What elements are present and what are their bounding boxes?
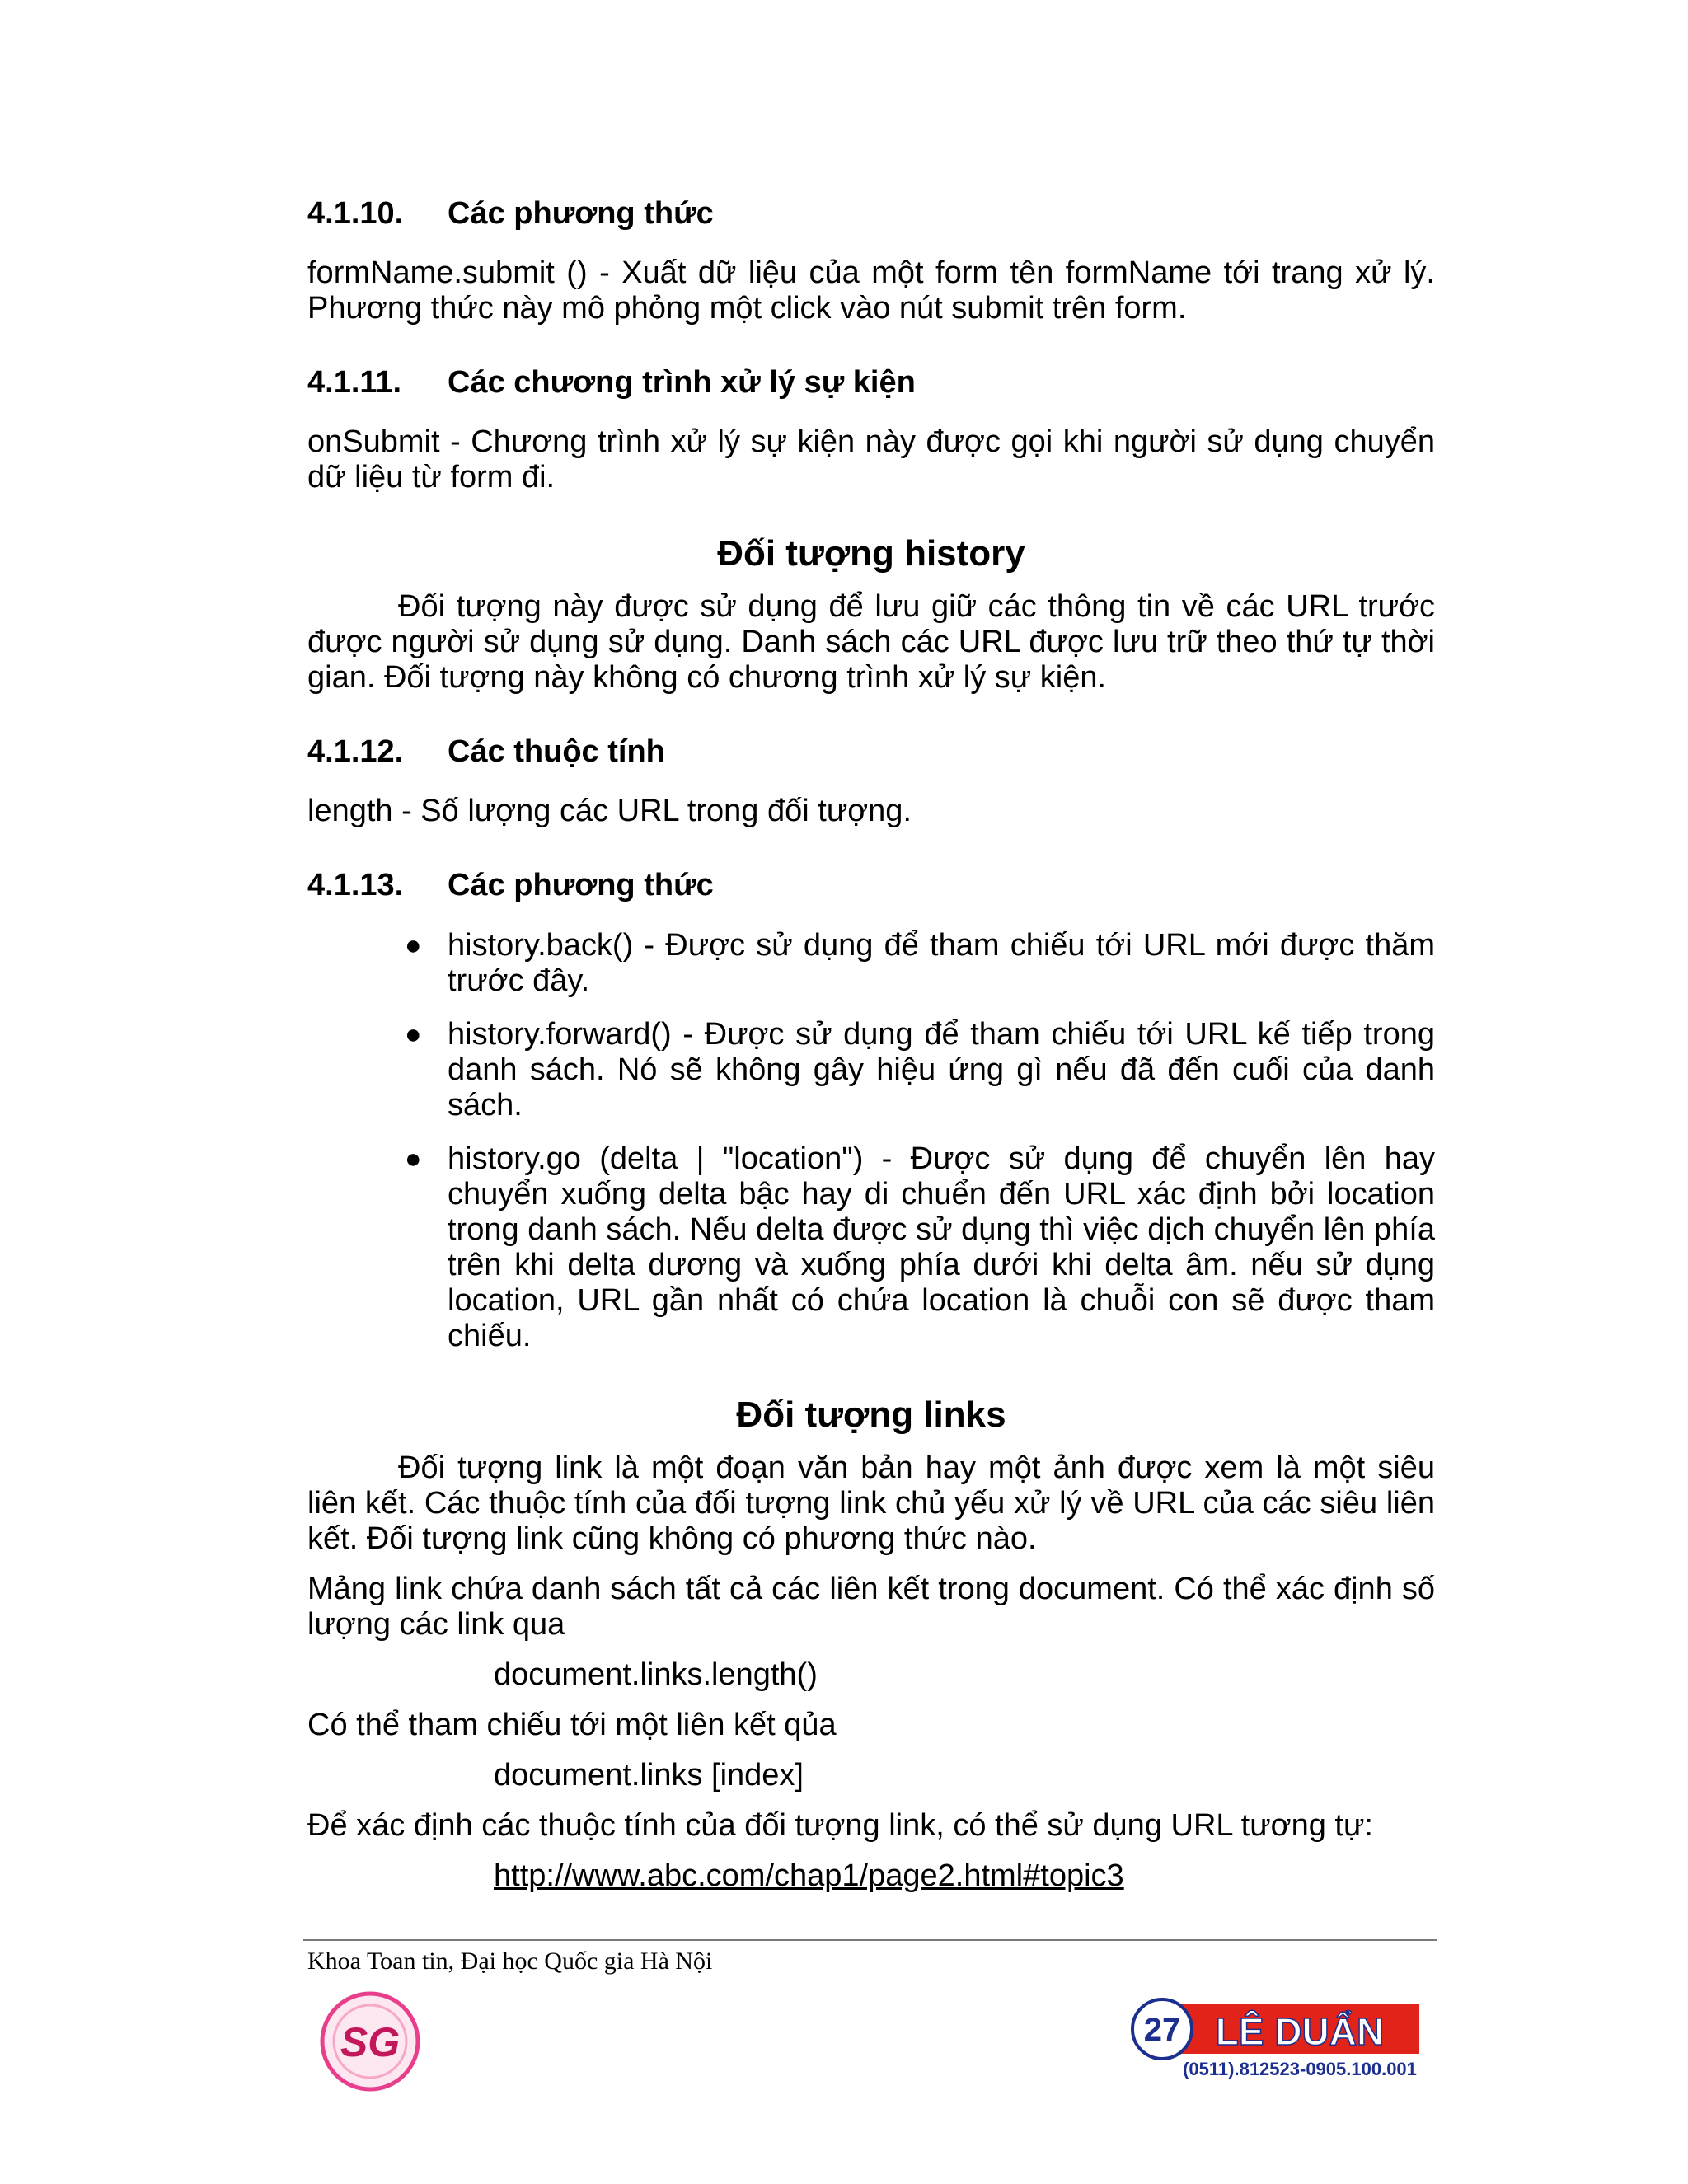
section-number: 4.1.13.	[307, 868, 404, 902]
section-number: 4.1.10.	[307, 196, 404, 231]
bullet-icon: ●	[405, 930, 422, 961]
paragraph-length: length - Số lượng các URL trong đối tượng.	[307, 794, 912, 828]
list-item	[405, 1017, 1435, 1123]
page-content	[307, 196, 1435, 1894]
paragraph-history-intro: Đối tượng này được sử dụng để lưu giữ các thông tin về các URL trước được người sử dụng sử dụng. Danh sách các URL được lưu trữ theo thứ tự thời gian. Đối tượng này không có chương trình xử lý sự kiện.	[307, 589, 1435, 695]
section-number: 4.1.11.	[307, 365, 402, 400]
list-item-text: history.go (delta | "location") - Được sử dụng để chuyển lên hay chuyển xuống delta bậc hay di chuển đến URL xác định bởi location trong danh sách. Nếu delta được sử dụng thì việc dịch chuyển lên phía trên khi delta dương và xuống phía dưới khi delta âm. nếu sử dụng location, URL gần nhất có chứa location là chuỗi con sẽ được tham chiếu.	[448, 1141, 1435, 1353]
le-duan-phone: (0511).812523-0905.100.001	[1183, 2059, 1417, 2079]
list-item-text: history.back() - Được sử dụng để tham chiếu tới URL mới được thăm trước đây.	[448, 928, 1435, 998]
sg-logo-text: SG	[340, 2019, 401, 2065]
le-duan-number: 27	[1143, 2012, 1181, 2048]
paragraph-onsubmit: onSubmit - Chương trình xử lý sự kiện này được gọi khi người sử dụng chuyển dữ liệu từ form đi.	[307, 424, 1435, 494]
code-links-length: document.links.length()	[494, 1657, 818, 1692]
sg-logo	[319, 1990, 422, 2093]
paragraph-links-array: Mảng link chứa danh sách tất cả các liên kết trong document. Có thể xác định số lượng các link qua	[307, 1572, 1435, 1642]
heading-links-object: Đối tượng links	[736, 1394, 1006, 1435]
heading-4-1-12	[307, 734, 1435, 770]
paragraph-links-ref: Có thể tham chiếu tới một liên kết qủa	[307, 1708, 837, 1742]
methods-list	[307, 928, 1435, 1354]
section-number: 4.1.12.	[307, 734, 404, 769]
section-title: Các chương trình xử lý sự kiện	[448, 365, 916, 400]
le-duan-logo	[1131, 1998, 1422, 2082]
example-url-link[interactable]: http://www.abc.com/chap1/page2.html#topic3	[494, 1858, 1124, 1893]
le-duan-name: LÊ DUẨN	[1215, 2010, 1385, 2053]
footer-divider	[303, 1939, 1437, 1941]
bullet-icon: ●	[405, 1143, 422, 1174]
list-item	[405, 1141, 1435, 1354]
example-url-line	[307, 1858, 1435, 1894]
paragraph-links-intro: Đối tượng link là một đoạn văn bản hay một ảnh được xem là một siêu liên kết. Các thuộc tính của đối tượng link chủ yếu xử lý về URL của các siêu liên kết. Đối tượng link cũng không có phương thức nào.	[307, 1451, 1435, 1556]
list-item-text: history.forward() - Được sử dụng để tham chiếu tới URL kế tiếp trong danh sách. Nó sẽ không gây hiệu ứng gì nếu đã đến cuối của danh sách.	[448, 1017, 1435, 1122]
section-title: Các phương thức	[448, 868, 714, 902]
list-item	[405, 928, 1435, 999]
footer-text: Khoa Toan tin, Đại học Quốc gia Hà Nội	[307, 1947, 713, 1975]
paragraph-submit: formName.submit () - Xuất dữ liệu của một form tên formName tới trang xử lý. Phương thức này mô phỏng một click vào nút submit trên form.	[307, 255, 1435, 326]
section-title: Các thuộc tính	[448, 734, 665, 769]
bullet-icon: ●	[405, 1019, 422, 1050]
heading-4-1-13	[307, 868, 1435, 903]
section-title: Các phương thức	[448, 196, 714, 231]
heading-history-object: Đối tượng history	[717, 533, 1025, 574]
code-links-index: document.links [index]	[494, 1758, 804, 1793]
heading-4-1-10	[307, 196, 1435, 232]
paragraph-links-props: Để xác định các thuộc tính của đối tượng link, có thể sử dụng URL tương tự:	[307, 1808, 1373, 1843]
heading-4-1-11	[307, 365, 1435, 401]
